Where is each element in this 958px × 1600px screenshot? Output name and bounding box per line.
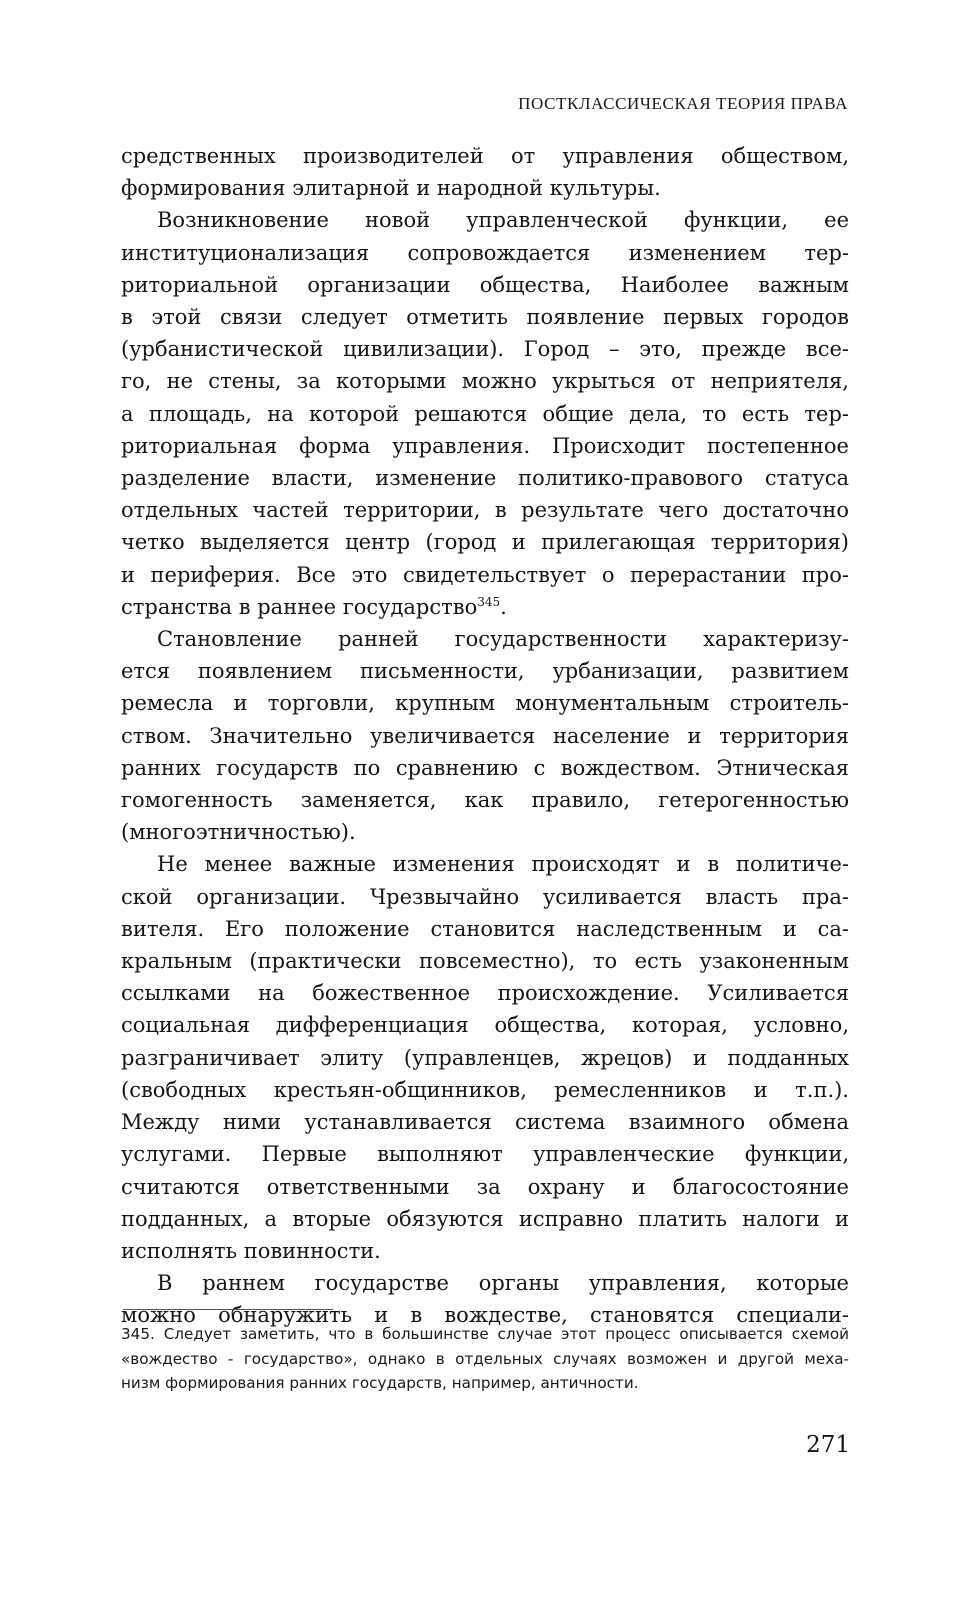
text-line: гомогенность заменяется, как правило, гетерогенностью [121,788,849,813]
text-line: исполнять повинности. [121,1238,381,1263]
footnote-line: «вождество - государство», однако в отдельных случаях возможен и другой меха- [121,1349,849,1368]
footnote-reference[interactable]: 345 [477,595,501,610]
footnote-line: 345. Следует заметить, что в большинстве случае этот процесс описывается схемой [121,1325,849,1343]
text-line: Не менее важные изменения происходят и в политиче- [157,852,849,877]
text-line: подданных, а вторые обязуются исправно платить налоги и [121,1206,849,1231]
text-line: считаются ответственными за охрану и благосостояние [121,1174,849,1199]
text-line: можно обнаружить и в вождестве, становятся специали- [121,1303,849,1328]
running-header: ПОСТКЛАССИЧЕСКАЯ ТЕОРИЯ ПРАВА [518,94,848,113]
text-line: ется появлением письменности, урбанизации, развитием [121,659,849,684]
text-line: риториальная форма управления. Происходит постепенное [121,433,849,458]
page-number: 271 [806,1432,850,1458]
body-text [121,140,849,1332]
footnote [121,1322,849,1396]
text-line: средственных производителей от управления обществом, [121,144,849,168]
sentence-end: . [500,594,507,619]
paragraph [121,623,849,848]
text-line: разграничивает элиту (управленцев, жрецов) и подданных [121,1045,849,1070]
text-line-content: странства в раннее государство [121,594,478,619]
text-line: вителя. Его положение становится наследственным и са- [121,916,849,941]
text-line: В раннем государстве органы управления, которые [157,1271,849,1296]
text-line: (многоэтничностью). [121,820,356,845]
text-line: в этой связи следует отметить появление первых городов [121,305,849,330]
text-line: услугами. Первые выполняют управленческие функции, [121,1142,849,1167]
footnote-line: низм формирования ранних государств, например, античности. [121,1374,639,1392]
text-line: (свободных крестьян-общинников, ремесленников и т.п.). [121,1077,849,1102]
paragraph [121,204,849,623]
text-line: ремесла и торговли, крупным монументальным строитель- [121,691,849,716]
footnote-separator [123,1309,333,1310]
text-line: разделение власти, изменение политико-правового статуса [121,466,849,491]
paragraph [121,848,849,1267]
text-line: Становление ранней государственности характеризу- [157,627,849,652]
text-line: и периферия. Все это свидетельствует о перерастании про- [121,562,849,587]
text-line: ской организации. Чрезвычайно усиливается власть пра- [121,884,849,909]
text-line: (урбанистической цивилизации). Город – это, прежде все- [121,337,849,362]
text-line: формирования элитарной и народной культуры. [121,176,661,201]
text-line: социальная дифференциация общества, которая, условно, [121,1013,849,1038]
text-line: а площадь, на которой решаются общие дела, то есть тер- [121,401,849,426]
text-line: ссылками на божественное происхождение. Усиливается [121,981,849,1006]
text-line [121,591,849,623]
text-line: Возникновение новой управленческой функции, ее [157,208,849,233]
text-line: четко выделяется центр (город и прилегающая территория) [121,530,849,555]
text-line: институционализация сопровождается изменением тер- [121,240,849,265]
text-line: Между ними устанавливается система взаимного обмена [121,1110,849,1135]
text-line: го, не стены, за которыми можно укрыться от неприятеля, [121,369,849,394]
text-line: отдельных частей территории, в результате чего достаточно [121,498,849,523]
text-line: ством. Значительно увеличивается население и территория [121,723,849,748]
text-line: кральным (практически повсеместно), то есть узаконенным [121,949,849,974]
text-line: риториальной организации общества, Наиболее важным [121,272,849,297]
text-line: ранних государств по сравнению с вождеством. Этническая [121,755,849,780]
paragraph [121,140,849,204]
